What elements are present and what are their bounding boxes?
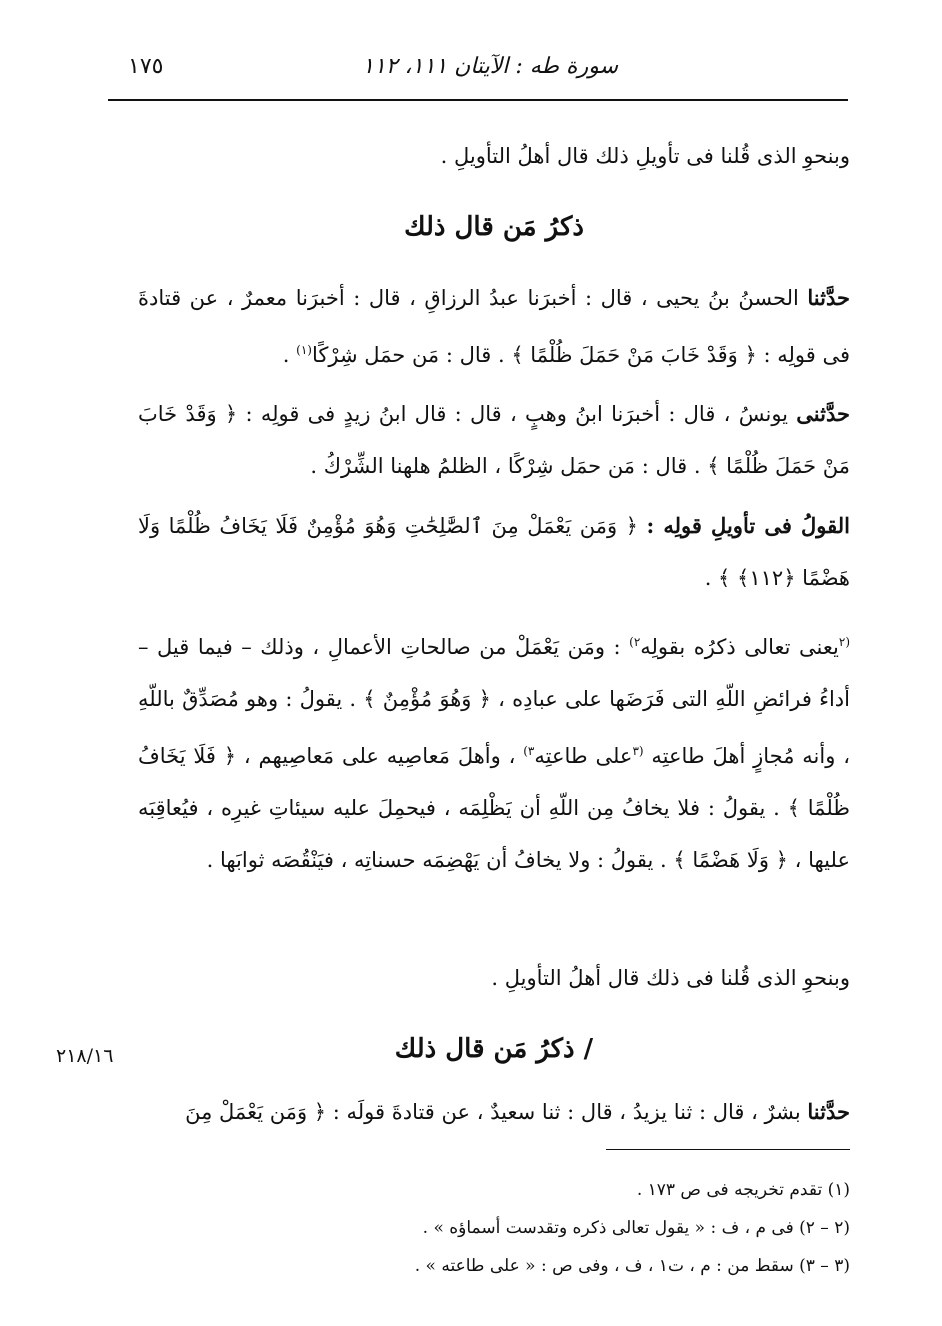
paragraph-2-end: . <box>282 343 297 367</box>
footnote-ref-3-open: (٣ <box>632 744 644 758</box>
paragraph-2-text: الحسنُ بنُ يحيى ، قال : أخبرَنا عبدُ الرزاقِ ، قال : أخبرَنا معمرٌ ، عن قتادةَ فى قولِه : ﴿ وَقَدْ خَابَ مَنْ حَمَلَ ظُلْمًا ﴾ . قال : مَن حمَل شِرْكًا <box>138 286 850 367</box>
paragraph-2 <box>138 272 850 381</box>
footnote-ref-3-close: ٣) <box>523 744 535 758</box>
header-rule <box>108 99 848 101</box>
section-heading-2: / ذكرُ مَن قال ذلك <box>394 1034 594 1064</box>
paragraph-7-text: بشرٌ ، قال : ثنا يزيدُ ، قال : ثنا سعيدٌ ، عن قتادةَ قولَه : ﴿ وَمَن يَعْمَلْ مِنَ <box>185 1100 808 1124</box>
paragraph-6: وبنحوِ الذى قُلنا فى ذلك قال أهلُ التأويلِ . <box>491 966 850 990</box>
footnote-3: (٣ – ٣) سقط من : م ، ت١ ، ف ، وفى ص : « على طاعته » . <box>414 1256 850 1276</box>
margin-page-reference: ٢١٨/١٦ <box>56 1045 114 1067</box>
paragraph-4 <box>138 500 850 604</box>
paragraph-5-rest: : ومَن يَعْمَلْ من صالحاتِ الأعمالِ ، وذلك – فيما قيل – أداءُ فرائضِ اللّهِ التى فَرَضَها على عبادِه ، ﴿ وَهُوَ مُؤْمِنٌ ﴾ . يقولُ : وهو مُصَدِّقٌ باللّهِ ، وأنه مُجازٍ أهلَ طاعتِه <box>138 635 850 768</box>
paragraph-5 <box>138 616 850 886</box>
paragraph-4-text: ﴿ وَمَن يَعْمَلْ مِنَ ٱلصَّٰلِحَٰتِ وَهُوَ مُؤْمِنٌ فَلَا يَخَافُ ظُلْمًا وَلَا هَضْمًا ﴿١١٢﴾ ﴾ . <box>138 514 850 590</box>
paragraph-5-text: يعنى تعالى ذكرُه بقولِه <box>640 635 839 659</box>
section-heading-1: ذكرُ مَن قال ذلك <box>404 212 584 242</box>
page-number: ١٧٥ <box>128 54 164 79</box>
hadith-lead: حدَّثنى <box>796 401 850 426</box>
paragraph-3 <box>138 388 850 492</box>
footnote-ref-2-close: ٢) <box>629 635 641 649</box>
footnote-ref-2-open: (٢ <box>838 635 850 649</box>
paragraph-1: وبنحوِ الذى قُلنا فى تأويلِ ذلك قال أهلُ التأويلِ . <box>440 144 850 168</box>
footnote-2: (٢ – ٢) فى م ، ف : « يقول تعالى ذكره وتقدست أسماؤه » . <box>422 1218 850 1238</box>
chapter-lead: القولُ فى تأويلِ قولِه : <box>646 513 850 538</box>
hadith-lead: حدَّثنا <box>807 1099 850 1124</box>
footnote-ref-1: (١) <box>296 343 312 357</box>
paragraph-7 <box>138 1086 850 1138</box>
page-header <box>108 52 848 92</box>
footnote-1: (١) تقدم تخريجه فى ص ١٧٣ . <box>636 1180 850 1200</box>
paragraph-3-text: يونسُ ، قال : أخبرَنا ابنُ وهبٍ ، قال : قال ابنُ زيدٍ فى قولِه : ﴿ وَقَدْ خَابَ مَنْ حَمَلَ ظُلْمًا ﴾ . قال : مَن حمَل شِرْكًا ، الظلمُ هلهنا الشِّرْكُ . <box>138 402 850 478</box>
running-title: سورة طه : الآيتان ١١١، ١١٢ <box>362 54 618 79</box>
hadith-lead: حدَّثنا <box>807 285 850 310</box>
paragraph-5-tail: ، وأهلَ مَعاصِيه على مَعاصِيهم ، ﴿ فَلَا يَخَافُ ظُلْمًا ﴾ . يقولُ : فلا يخافُ مِن اللّهِ أن يَظْلِمَه ، فيحمِلَ عليه سيئاتِ غيرِه ، فيُعاقِبَه عليها ، ﴿ وَلَا هَضْمًا ﴾ . يقولُ : ولا يخافُ أن يَهْضِمَه حسناتِه ، فيَنْقُصَه ثوابَها . <box>138 744 850 872</box>
paragraph-5-mid: على طاعتِه <box>534 744 633 768</box>
footnote-rule <box>606 1149 850 1150</box>
